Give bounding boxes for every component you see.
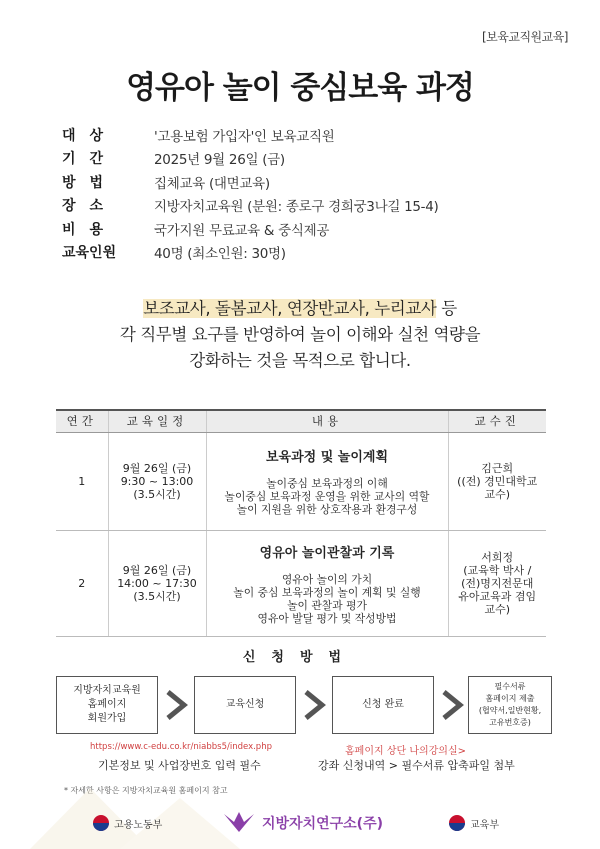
info-value: 지방자치교육원 (분원: 종로구 경희궁3나길 15-4) xyxy=(154,199,439,216)
step-line: (협약서,일반현황, xyxy=(478,706,542,715)
schedule-date: 9월 26일 (금) xyxy=(122,563,192,577)
info-row-place xyxy=(62,194,438,218)
row-instructor xyxy=(448,530,546,636)
moe-logo-text: 교육부 xyxy=(470,819,499,831)
info-label: 대상 xyxy=(62,127,118,144)
info-label: 비용 xyxy=(62,221,118,238)
info-label: 장소 xyxy=(62,198,118,215)
row-number: 1 xyxy=(56,432,108,530)
table-row xyxy=(56,530,546,636)
info-value: 40명 (최소인원: 30명) xyxy=(154,246,286,263)
instructor-line: 유아교육과 겸임 xyxy=(458,589,537,603)
chevron-right-icon xyxy=(164,690,188,720)
institute-logo xyxy=(222,810,383,836)
instructor-line: (교육학 박사 / xyxy=(463,563,532,577)
documents-note: 강좌 신청내역 > 필수서류 압축파일 첨부 xyxy=(318,759,515,772)
homepage-link[interactable]: https://www.c-edu.co.kr/niabbs5/index.php xyxy=(90,742,272,752)
content-item: 놀이 지원을 위한 상호작용과 환경구성 xyxy=(236,503,418,516)
step-line: 홈페이지 제출 xyxy=(485,694,535,703)
info-list xyxy=(62,123,438,264)
content-title: 보육과정 및 놀이계획 xyxy=(265,450,389,465)
column-header: 교육일정 xyxy=(108,410,206,432)
apply-section-title: 신청방법 xyxy=(242,650,358,665)
info-value: 2025년 9월 26일 (금) xyxy=(154,152,285,169)
column-header: 교수진 xyxy=(448,410,546,432)
instructor-line: 교수) xyxy=(484,487,511,501)
schedule-time: 9:30 ~ 13:00 xyxy=(120,474,194,488)
step-line: 회원가입 xyxy=(87,713,127,724)
step-documents xyxy=(468,676,552,734)
step-line: 필수서류 xyxy=(494,682,526,691)
info-value: 국가지원 무료교육 & 중식제공 xyxy=(154,222,330,239)
taegeuk-icon xyxy=(92,814,110,832)
content-item: 영유아 놀이의 가치 xyxy=(281,572,373,586)
purpose-line3: 강화하는 것을 목적으로 합니다. xyxy=(189,351,411,370)
chevron-right-icon xyxy=(302,690,326,720)
wings-icon xyxy=(222,810,256,836)
moel-logo xyxy=(92,814,162,832)
content-item: 놀이중심 보육과정 운영을 위한 교사의 역할 xyxy=(224,490,430,503)
row-schedule xyxy=(108,530,206,636)
moel-logo-text: 고용노동부 xyxy=(114,819,163,831)
row-content xyxy=(206,432,448,530)
info-row-period xyxy=(62,147,438,171)
purpose-line2: 각 직무별 요구를 반영하여 놀이 이해와 실천 역량을 xyxy=(119,325,481,344)
row-number: 2 xyxy=(56,530,108,636)
info-label: 교육인원 xyxy=(62,245,117,262)
info-row-target xyxy=(62,123,438,147)
step-line: 홈페이지 xyxy=(87,699,127,710)
schedule-hours: (3.5시간) xyxy=(133,487,181,501)
column-header: 연간 xyxy=(56,410,108,432)
schedule-date: 9월 26일 (금) xyxy=(122,461,192,475)
info-label: 방법 xyxy=(62,174,118,191)
step-complete xyxy=(332,676,434,734)
table-row xyxy=(56,432,546,530)
info-row-method xyxy=(62,170,438,194)
row-content xyxy=(206,530,448,636)
chevron-right-icon xyxy=(440,690,464,720)
content-title: 영유아 놀이관찰과 기록 xyxy=(259,545,395,561)
step-line: 고유번호증) xyxy=(489,718,531,727)
schedule-table xyxy=(56,409,546,637)
info-row-cost xyxy=(62,217,438,241)
info-value: '고용보험 가입자'인 보육교직원 xyxy=(154,128,335,145)
purpose-line1-tail: 등 xyxy=(436,299,457,318)
row-schedule xyxy=(108,432,206,530)
content-item: 놀이중심 보육과정의 이해 xyxy=(266,477,388,490)
apply-steps xyxy=(56,676,552,734)
instructor-line: 서희정 xyxy=(481,550,514,564)
purpose-text xyxy=(0,296,600,374)
institute-logo-text: 지방자치연구소(주) xyxy=(262,816,383,832)
instructor-line: ((전) 경민대학교 xyxy=(457,474,538,488)
footnote: * 자세한 사항은 지방자치교육원 홈페이지 참고 xyxy=(64,786,228,795)
category-tag: [보육교직원교육] xyxy=(481,30,568,44)
purpose-highlight: 보조교사, 돌봄교사, 연장반교사, 누리교사 xyxy=(143,299,437,318)
signup-note: 기본정보 및 사업장번호 입력 필수 xyxy=(98,759,261,772)
step-line: 지방자치교육원 xyxy=(73,685,141,696)
row-instructor xyxy=(448,432,546,530)
schedule-hours: (3.5시간) xyxy=(133,589,181,603)
content-item: 영유아 발달 평가 및 작성방법 xyxy=(257,611,397,625)
footer-logos xyxy=(0,808,600,838)
instructor-line: (전)명지전문대 xyxy=(461,576,534,590)
moe-logo xyxy=(448,814,499,832)
content-item: 놀이 중심 보육과정의 놀이 계획 및 실행 xyxy=(233,585,421,599)
step-line: 교육신청 xyxy=(225,699,265,710)
instructor-line: 교수) xyxy=(484,602,511,616)
step-signup xyxy=(56,676,158,734)
content-item: 놀이 관찰과 평가 xyxy=(287,598,367,612)
info-label: 기간 xyxy=(62,151,118,168)
column-header: 내용 xyxy=(206,410,448,432)
step-line: 신청 완료 xyxy=(362,699,404,710)
taegeuk-icon xyxy=(448,814,466,832)
step-apply xyxy=(194,676,296,734)
schedule-time: 14:00 ~ 17:30 xyxy=(117,576,197,590)
instructor-line: 김근희 xyxy=(481,461,514,475)
page-title: 영유아 놀이 중심보육 과정 xyxy=(120,62,480,107)
my-classroom-link[interactable]: 홈페이지 상단 나의강의실> xyxy=(345,746,466,757)
info-row-capacity xyxy=(62,241,438,265)
info-value: 집체교육 (대면교육) xyxy=(154,175,270,192)
